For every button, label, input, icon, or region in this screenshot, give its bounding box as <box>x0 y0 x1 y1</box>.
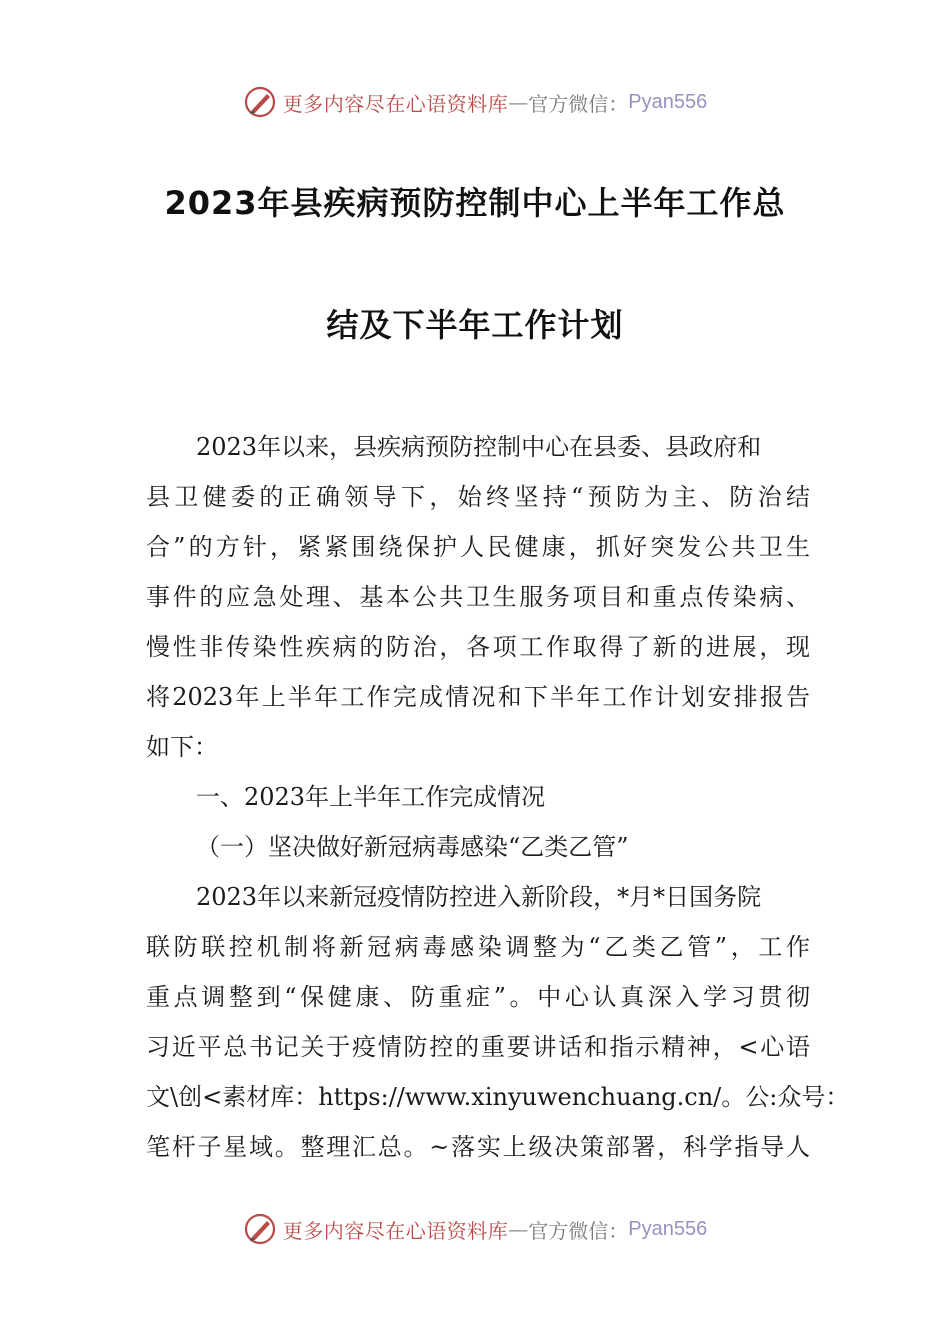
paragraph-line: 慢性非传染性疾病的防治，各项工作取得了新的进展，现 <box>146 633 810 661</box>
banner-wechat-label: 官方微信： <box>528 1218 629 1243</box>
banner-wechat-id: Pyan556 <box>628 1217 708 1240</box>
banner-separator: — <box>508 90 529 114</box>
pen-logo-icon <box>243 85 277 119</box>
subsection-heading: （一）坚决做好新冠病毒感染“乙类乙管” <box>196 833 629 861</box>
header-watermark-banner <box>0 82 950 122</box>
banner-text: 更多内容尽在心语资料库 <box>282 1218 509 1243</box>
paragraph-line: 文\创<素材库：https://www.xinyuwenchuang.cn/。公:众号： <box>146 1083 850 1111</box>
document-title-line-2: 结及下半年工作计划 <box>326 306 624 344</box>
pen-logo-icon <box>243 1212 277 1246</box>
paragraph-line: 事件的应急处理、基本公共卫生服务项目和重点传染病、 <box>146 583 810 611</box>
paragraph-line: 联防联控机制将新冠病毒感染调整为“乙类乙管”，工作 <box>146 933 810 961</box>
paragraph-line: 重点调整到“保健康、防重症”。中心认真深入学习贯彻 <box>146 983 810 1011</box>
paragraph-line: 将2023年上半年工作完成情况和下半年工作计划安排报告 <box>146 683 810 711</box>
document-title-line-1: 2023年县疾病预防控制中心上半年工作总 <box>164 184 786 222</box>
banner-text: 更多内容尽在心语资料库 <box>282 91 509 116</box>
paragraph-line: 合”的方针，紧紧围绕保护人民健康，抓好突发公共卫生 <box>146 533 810 561</box>
paragraph-line: 习近平总书记关于疫情防控的重要讲话和指示精神，<心语 <box>146 1033 810 1061</box>
footer-watermark-banner <box>0 1209 950 1249</box>
section-heading: 一、2023年上半年工作完成情况 <box>196 783 546 811</box>
paragraph-line: 2023年以来新冠疫情防控进入新阶段，*月*日国务院 <box>196 883 762 911</box>
paragraph-line: 如下： <box>146 733 218 761</box>
paragraph-line: 笔杆子星域。整理汇总。~落实上级决策部署，科学指导人 <box>146 1133 810 1161</box>
paragraph-line: 2023年以来，县疾病预防控制中心在县委、县政府和 <box>196 433 762 461</box>
banner-separator: — <box>508 1217 529 1241</box>
banner-wechat-id: Pyan556 <box>628 90 708 113</box>
banner-wechat-label: 官方微信： <box>528 91 629 116</box>
paragraph-line: 县卫健委的正确领导下，始终坚持“预防为主、防治结 <box>146 483 810 511</box>
